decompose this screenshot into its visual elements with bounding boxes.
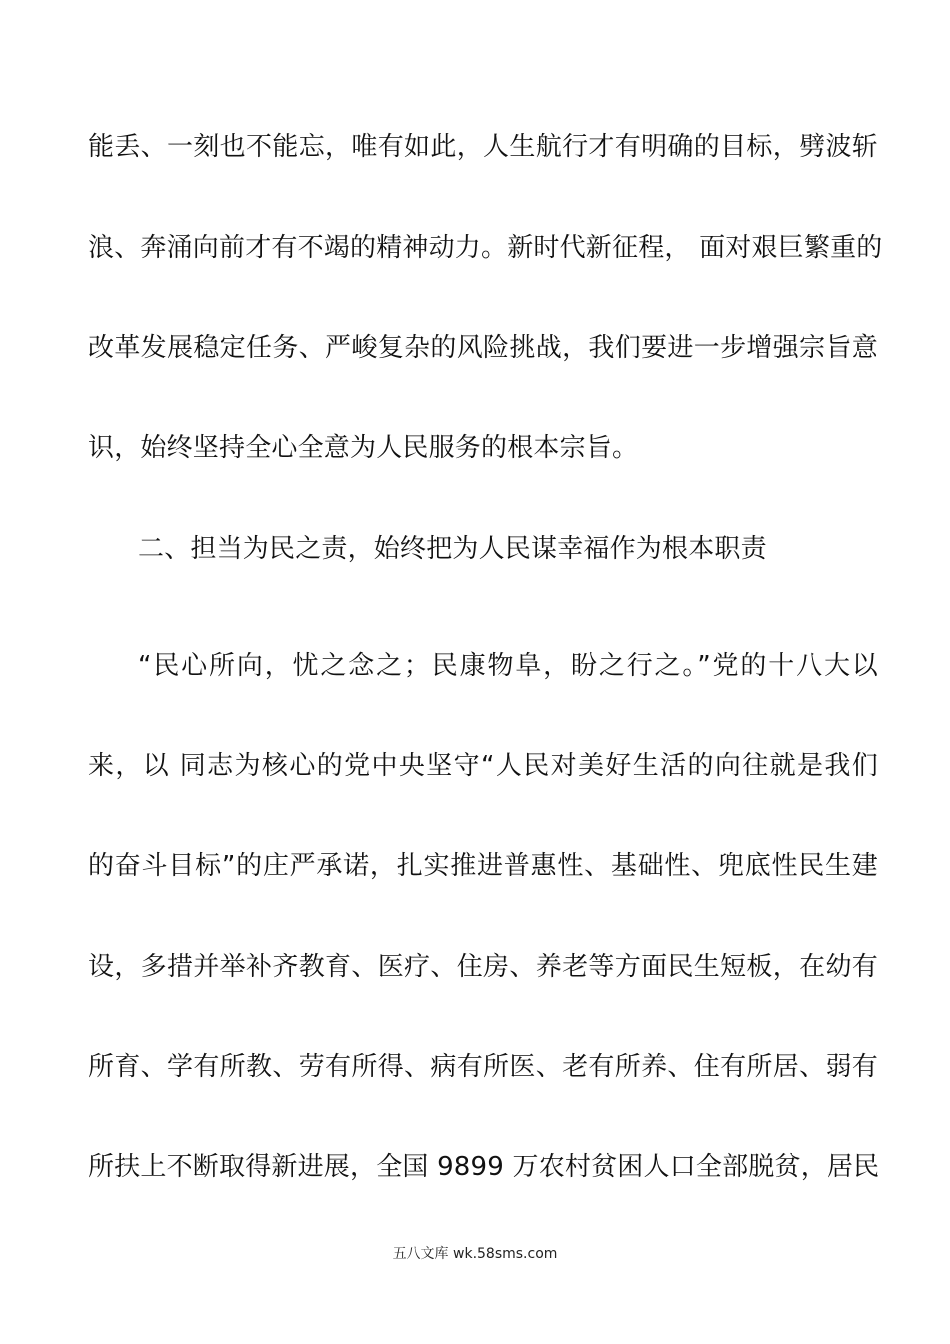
text-line-11: 所扶上不断取得新进展，全国 9899 万农村贫困人口全部脱贫，居民 — [88, 1152, 880, 1182]
text-line-4: 识，始终坚持全心全意为人民服务的根本宗旨。 — [88, 433, 639, 463]
text-line-2: 浪、奔涌向前才有不竭的精神动力。新时代新征程， 面对艰巨繁重的 — [88, 233, 883, 263]
text-line-7: 来，以 同志为核心的党中央坚守“人民对美好生活的向往就是我们 — [88, 751, 878, 781]
text-line-8: 的奋斗目标”的庄严承诺，扎实推进普惠性、基础性、兜底性民生建 — [88, 851, 878, 881]
section-heading: 二、担当为民之责，始终把为人民谋幸福作为根本职责 — [138, 534, 767, 564]
text-line-9: 设，多措并举补齐教育、医疗、住房、养老等方面民生短板，在幼有 — [88, 952, 878, 982]
text-line-3: 改革发展稳定任务、严峻复杂的风险挑战，我们要进一步增强宗旨意 — [88, 333, 878, 363]
text-line-1: 能丢、一刻也不能忘，唯有如此，人生航行才有明确的目标，劈波斩 — [88, 132, 878, 162]
footer-watermark-text: 五八文库 wk.58sms.com — [392, 1246, 558, 1262]
text-line-6: “民心所向，忧之念之；民康物阜，盼之行之。”党的十八大以 — [138, 651, 878, 681]
text-line-10: 所育、学有所教、劳有所得、病有所医、老有所养、住有所居、弱有 — [88, 1052, 878, 1082]
